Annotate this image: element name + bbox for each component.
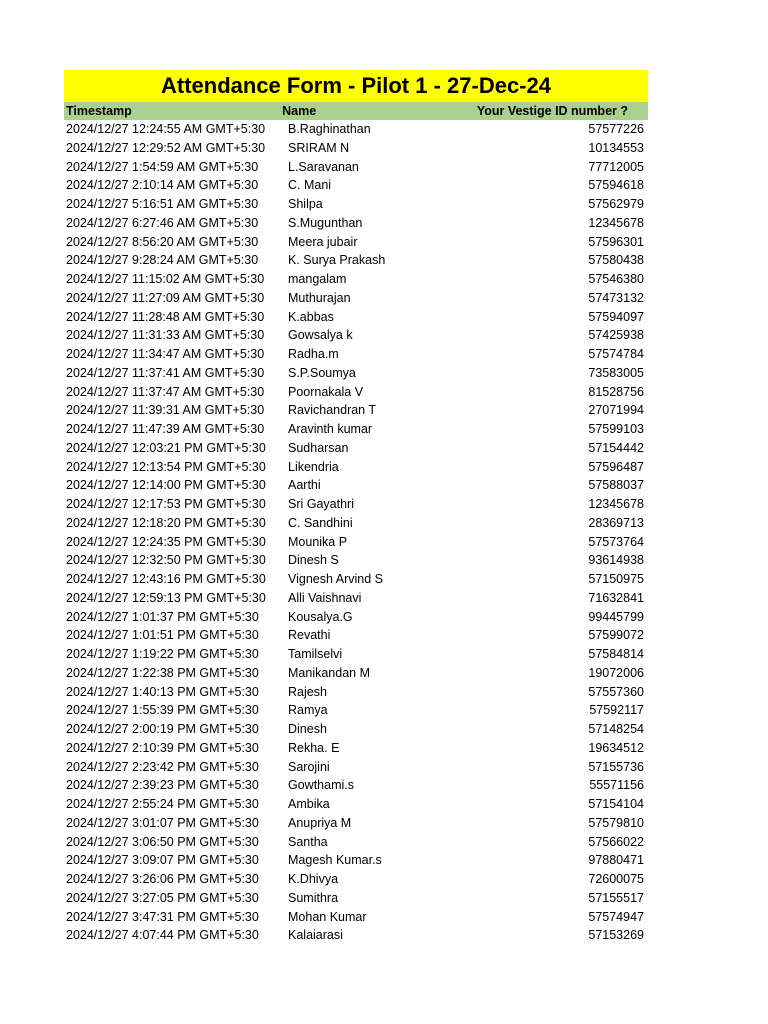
timestamp-cell: 2024/12/27 11:39:31 AM GMT+5:30 [66,403,265,418]
vestige-id-cell: 57148254 [588,722,644,736]
vestige-id-cell: 57574947 [588,909,644,924]
vestige-id-cell: 57594618 [588,178,644,193]
table-row [64,308,648,327]
table-row [64,851,648,870]
vestige-id-cell: 57473132 [588,290,644,305]
table-row [64,701,648,720]
name-cell: Dinesh S [288,553,339,568]
name-cell: C. Mani [288,178,332,193]
timestamp-cell: 2024/12/27 2:10:14 AM GMT+5:30 [66,178,259,193]
vestige-id-cell: 71632841 [588,590,644,605]
name-cell: S.P.Soumya [288,365,356,380]
vestige-id-cell: 57566022 [588,834,644,849]
vestige-id-cell: 57150975 [588,572,644,586]
name-cell: Aarthi [288,478,321,493]
table-row [64,495,648,514]
name-cell: Sri Gayathri [288,497,354,511]
vestige-id-cell: 27071994 [588,403,644,418]
name-cell: S.Mugunthan [288,215,363,230]
name-cell: Vignesh Arvind S [288,572,383,586]
name-cell: Poornakala V [288,384,364,399]
table-row [64,758,648,777]
table-row [64,345,648,364]
name-cell: K.abbas [288,309,334,324]
name-cell: Gowsalya k [288,328,353,343]
timestamp-cell: 2024/12/27 1:55:39 PM GMT+5:30 [66,703,259,718]
name-cell: Mohan Kumar [288,909,367,924]
name-cell: Ravichandran T [288,403,377,418]
vestige-id-cell: 72600075 [588,872,644,886]
table-row [64,195,648,214]
vestige-id-cell: 97880471 [588,853,644,868]
table-row [64,795,648,814]
name-cell: Shilpa [288,197,323,211]
timestamp-cell: 2024/12/27 2:55:24 PM GMT+5:30 [66,797,259,811]
table-row [64,420,648,439]
name-cell: Rajesh [288,684,327,699]
table-row [64,833,648,852]
timestamp-cell: 2024/12/27 11:31:33 AM GMT+5:30 [66,328,265,343]
name-cell: Radha.m [288,347,339,361]
vestige-id-cell: 57562979 [588,197,644,211]
name-cell: Alli Vaishnavi [288,590,362,605]
timestamp-cell: 2024/12/27 3:47:31 PM GMT+5:30 [66,909,259,924]
table-row [64,176,648,195]
vestige-id-cell: 73583005 [588,365,644,380]
timestamp-cell: 2024/12/27 1:01:37 PM GMT+5:30 [66,609,259,624]
table-row [64,439,648,458]
timestamp-cell: 2024/12/27 12:14:00 PM GMT+5:30 [66,478,266,493]
timestamp-cell: 2024/12/27 3:01:07 PM GMT+5:30 [66,815,259,830]
name-cell: Ambika [288,797,330,811]
timestamp-cell: 2024/12/27 1:22:38 PM GMT+5:30 [66,665,259,680]
timestamp-cell: 2024/12/27 12:03:21 PM GMT+5:30 [66,440,266,455]
timestamp-cell: 2024/12/27 11:34:47 AM GMT+5:30 [66,347,265,361]
header-name: Name [282,104,317,118]
timestamp-cell: 2024/12/27 9:28:24 AM GMT+5:30 [66,253,259,268]
vestige-id-cell: 57155736 [588,759,644,774]
timestamp-cell: 2024/12/27 5:16:51 AM GMT+5:30 [66,197,259,211]
table-row [64,889,648,908]
timestamp-cell: 2024/12/27 2:23:42 PM GMT+5:30 [66,759,259,774]
attendance-rows [64,120,648,945]
vestige-id-cell: 57596301 [588,234,644,249]
table-row [64,364,648,383]
name-cell: Kousalya.G [288,609,353,624]
vestige-id-cell: 57557360 [588,684,644,699]
table-row [64,326,648,345]
table-row [64,383,648,402]
table-row [64,720,648,739]
name-cell: Santha [288,834,328,849]
name-cell: Mounika P [288,534,348,549]
vestige-id-cell: 57154104 [588,797,644,811]
name-cell: Rekha. E [288,740,340,755]
vestige-id-cell: 57588037 [588,478,644,493]
timestamp-cell: 2024/12/27 11:37:47 AM GMT+5:30 [66,384,265,399]
name-cell: Meera jubair [288,234,358,249]
timestamp-cell: 2024/12/27 12:59:13 PM GMT+5:30 [66,590,266,605]
name-cell: B.Raghinathan [288,122,371,136]
sheet-title: Attendance Form - Pilot 1 - 27-Dec-24 [64,70,648,102]
table-row [64,514,648,533]
table-row [64,270,648,289]
vestige-id-cell: 57425938 [588,328,644,343]
table-row [64,664,648,683]
name-cell: L.Saravanan [288,159,359,174]
vestige-id-cell: 57599103 [588,422,644,436]
timestamp-cell: 2024/12/27 11:27:09 AM GMT+5:30 [66,290,265,305]
table-row [64,926,648,945]
vestige-id-cell: 57574784 [588,347,644,361]
table-row [64,476,648,495]
vestige-id-cell: 57155517 [588,890,644,905]
timestamp-cell: 2024/12/27 2:39:23 PM GMT+5:30 [66,778,259,793]
table-row [64,608,648,627]
table-row [64,533,648,552]
name-cell: Likendria [288,459,339,474]
table-row [64,776,648,795]
table-row [64,739,648,758]
name-cell: Kalaiarasi [288,928,343,943]
vestige-id-cell: 93614938 [588,553,644,568]
timestamp-cell: 2024/12/27 11:15:02 AM GMT+5:30 [66,272,265,286]
vestige-id-cell: 57154442 [588,440,644,455]
header-row [64,102,648,120]
vestige-id-cell: 12345678 [588,215,644,230]
timestamp-cell: 2024/12/27 1:54:59 AM GMT+5:30 [66,159,259,174]
table-row [64,870,648,889]
timestamp-cell: 2024/12/27 12:18:20 PM GMT+5:30 [66,515,266,530]
timestamp-cell: 2024/12/27 12:24:35 PM GMT+5:30 [66,534,266,549]
table-row [64,570,648,589]
name-cell: C. Sandhini [288,515,353,530]
vestige-id-cell: 19634512 [588,740,644,755]
timestamp-cell: 2024/12/27 11:28:48 AM GMT+5:30 [66,309,265,324]
name-cell: Sumithra [288,890,339,905]
table-row [64,158,648,177]
timestamp-cell: 2024/12/27 4:07:44 PM GMT+5:30 [66,928,259,943]
timestamp-cell: 2024/12/27 2:10:39 PM GMT+5:30 [66,740,259,755]
name-cell: Sudharsan [288,440,349,455]
table-row [64,814,648,833]
name-cell: Revathi [288,628,331,643]
header-vestige-id: Your Vestige ID number ? [476,104,628,118]
vestige-id-cell: 57594097 [588,309,644,324]
table-row [64,589,648,608]
name-cell: Manikandan M [288,665,370,680]
timestamp-cell: 2024/12/27 12:29:52 AM GMT+5:30 [66,140,266,155]
table-row [64,401,648,420]
vestige-id-cell: 10134553 [588,140,644,155]
vestige-id-cell: 81528756 [588,384,644,399]
name-cell: Magesh Kumar.s [288,853,382,868]
name-cell: Sarojini [288,759,330,774]
vestige-id-cell: 12345678 [588,497,644,511]
vestige-id-cell: 57599072 [588,628,644,643]
vestige-id-cell: 99445799 [588,609,644,624]
vestige-id-cell: 77712005 [588,159,644,174]
name-cell: K. Surya Prakash [288,253,386,268]
table-row [64,120,648,139]
timestamp-cell: 2024/12/27 11:47:39 AM GMT+5:30 [66,422,265,436]
table-row [64,551,648,570]
vestige-id-cell: 57153269 [588,928,644,943]
table-row [64,645,648,664]
vestige-id-cell: 55571156 [589,778,644,793]
table-row [64,626,648,645]
vestige-id-cell: 57577226 [588,122,644,136]
timestamp-cell: 2024/12/27 3:27:05 PM GMT+5:30 [66,890,259,905]
name-cell: Tamilselvi [288,647,343,661]
vestige-id-cell: 57573764 [588,534,644,549]
timestamp-cell: 2024/12/27 11:37:41 AM GMT+5:30 [66,365,265,380]
timestamp-cell: 2024/12/27 6:27:46 AM GMT+5:30 [66,215,259,230]
timestamp-cell: 2024/12/27 12:17:53 PM GMT+5:30 [66,497,266,511]
name-cell: SRIRAM N [288,140,350,155]
name-cell: K.Dhivya [288,872,339,886]
header-timestamp: Timestamp [66,104,132,118]
timestamp-cell: 2024/12/27 3:06:50 PM GMT+5:30 [66,834,259,849]
vestige-id-cell: 57580438 [588,253,644,268]
table-row [64,289,648,308]
table-row [64,233,648,252]
timestamp-cell: 2024/12/27 12:24:55 AM GMT+5:30 [66,122,266,136]
name-cell: mangalam [288,272,347,286]
timestamp-cell: 2024/12/27 3:26:06 PM GMT+5:30 [66,872,259,886]
name-cell: Anupriya M [288,815,352,830]
timestamp-cell: 2024/12/27 12:13:54 PM GMT+5:30 [66,459,266,474]
vestige-id-cell: 57579810 [588,815,644,830]
table-row [64,139,648,158]
timestamp-cell: 2024/12/27 2:00:19 PM GMT+5:30 [66,722,259,736]
timestamp-cell: 2024/12/27 1:19:22 PM GMT+5:30 [66,647,259,661]
vestige-id-cell: 57596487 [588,459,644,474]
timestamp-cell: 2024/12/27 8:56:20 AM GMT+5:30 [66,234,259,249]
name-cell: Aravinth kumar [288,422,373,436]
table-row [64,683,648,702]
vestige-id-cell: 19072006 [588,665,644,680]
timestamp-cell: 2024/12/27 3:09:07 PM GMT+5:30 [66,853,259,868]
table-row [64,908,648,927]
vestige-id-cell: 57584814 [588,647,644,661]
timestamp-cell: 2024/12/27 12:32:50 PM GMT+5:30 [66,553,266,568]
vestige-id-cell: 28369713 [588,515,644,530]
timestamp-cell: 2024/12/27 1:01:51 PM GMT+5:30 [66,628,259,643]
attendance-sheet [64,70,648,945]
table-row [64,458,648,477]
table-row [64,214,648,233]
table-row [64,251,648,270]
timestamp-cell: 2024/12/27 1:40:13 PM GMT+5:30 [66,684,259,699]
vestige-id-cell: 57546380 [588,272,644,286]
name-cell: Gowthami.s [288,778,354,793]
name-cell: Muthurajan [288,290,351,305]
timestamp-cell: 2024/12/27 12:43:16 PM GMT+5:30 [66,572,266,586]
name-cell: Ramya [288,703,328,718]
name-cell: Dinesh [288,722,327,736]
vestige-id-cell: 57592117 [589,703,644,718]
